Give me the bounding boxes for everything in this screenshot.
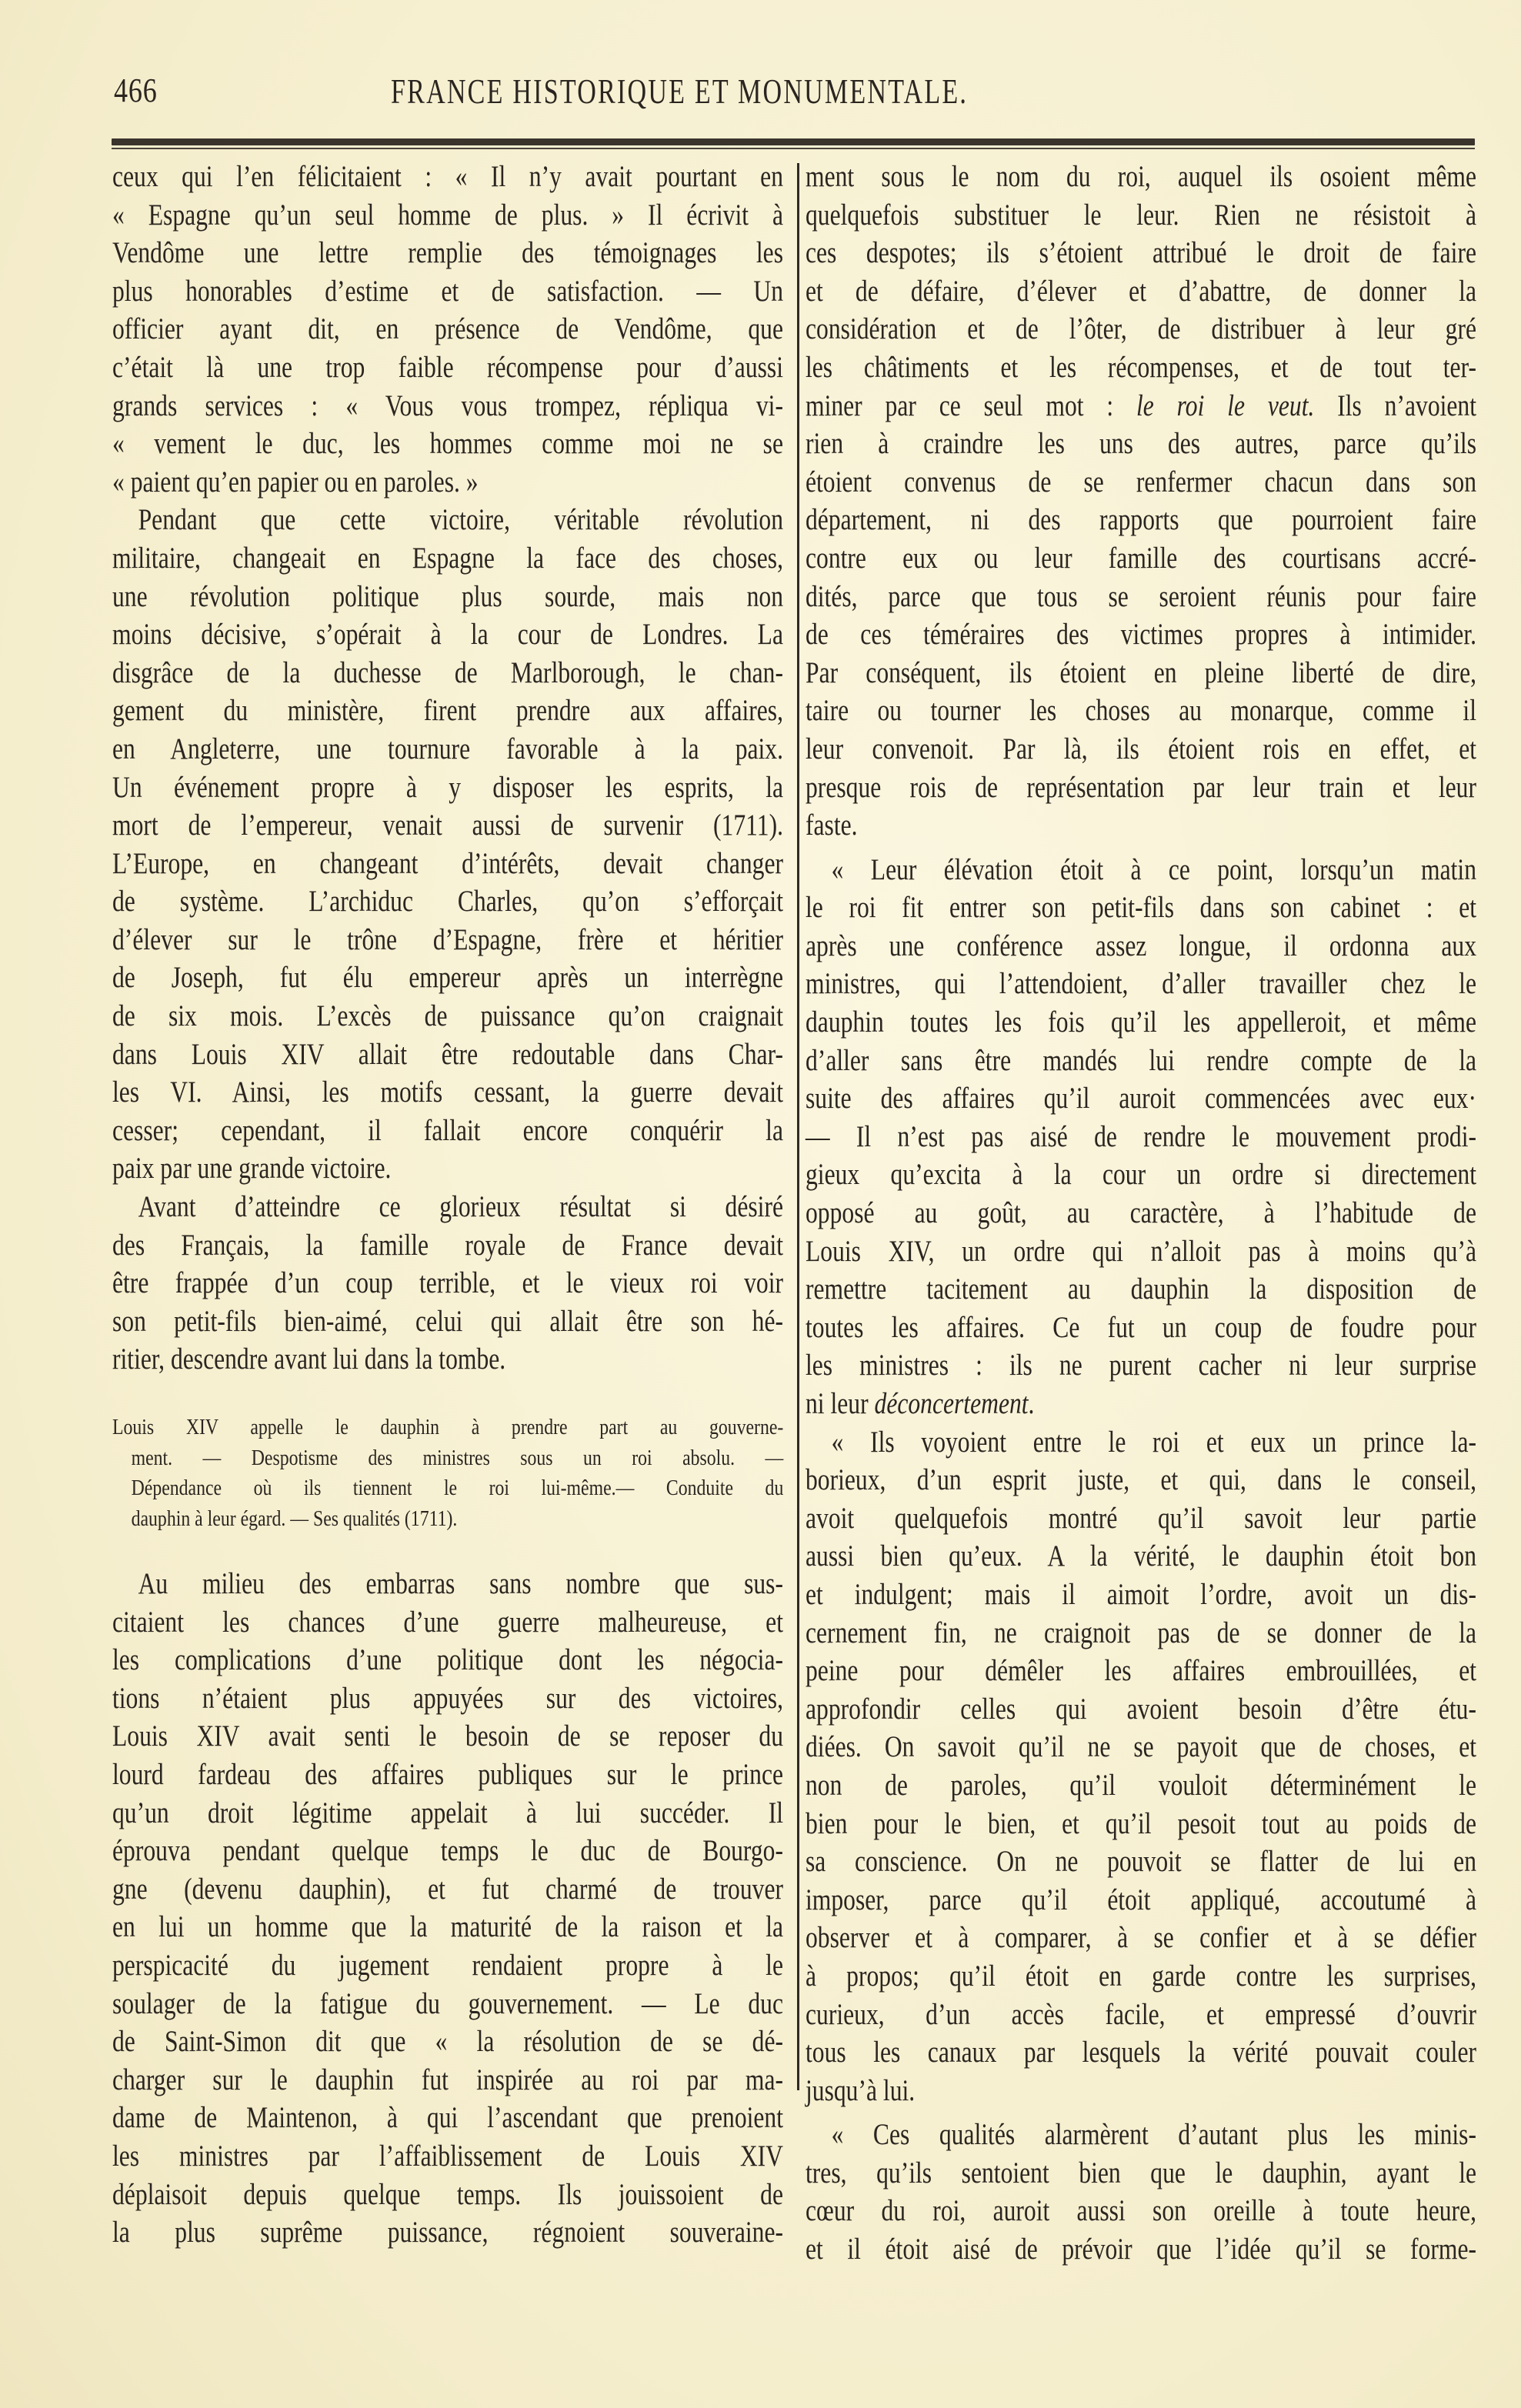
text-line: « paient qu’en papier ou en paroles. » — [112, 464, 479, 499]
text-line — [806, 387, 1476, 425]
paragraph — [112, 1565, 783, 2252]
text-line: considération et de l’ôter, de distribuer à leur gré — [806, 312, 1476, 346]
text-line: de système. L’archiduc Charles, qu’on s’efforçait — [112, 884, 783, 919]
text-line: dauphin toutes les fois qu’il les appelleroit, et même — [806, 1005, 1476, 1039]
text-line: aussi bien qu’eux. A la vérité, le dauphin étoit bon — [806, 1539, 1476, 1573]
summary-line: ment. — Despotisme des ministres sous un roi absolu. — — [131, 1445, 784, 1470]
text-line: département, ni des rapports que pourroient faire — [806, 502, 1476, 537]
text-line: paix par une grande victoire. — [112, 1151, 392, 1186]
text-line: « Leur élévation étoit à ce point, lorsqu’un matin — [831, 852, 1476, 886]
text-run: miner par ce seul mot : — [806, 388, 1137, 422]
text-line: mort de l’empereur, venait aussi de survenir (1711). — [112, 808, 783, 842]
text-line: de ces téméraires des victimes propres à intimider. — [806, 617, 1476, 652]
text-line: cernement fin, ne craignoit pas de se donner de la — [806, 1615, 1476, 1649]
text-line: la plus suprême puissance, régnoient souveraine- — [112, 2215, 783, 2250]
paragraph — [806, 851, 1476, 1423]
text-line: tous les canaux par lesquels la vérité pouvait couler — [806, 2035, 1476, 2069]
text-line: être frappée d’un coup terrible, et le vieux roi voir — [112, 1266, 783, 1300]
text-run: Ils n’avoient — [1314, 388, 1477, 422]
text-line: Pendant que cette victoire, véritable révolution — [138, 502, 784, 537]
text-line: opposé au goût, au caractère, à l’habitude de — [806, 1196, 1476, 1230]
text-line: approfondir celles qui avoient besoin d’être étu- — [806, 1691, 1476, 1726]
page-number: 466 — [114, 72, 158, 109]
text-line: officier ayant dit, en présence de Vendôme, que — [112, 312, 783, 346]
text-line: étoient convenus de se renfermer chacun dans son — [806, 464, 1476, 499]
text-line: les complications d’une politique dont les négocia- — [112, 1643, 783, 1677]
text-line: ment sous le nom du roi, auquel ils osoient même — [806, 159, 1476, 193]
text-line: à propos; qu’il étoit en garde contre les surprises, — [806, 1958, 1476, 1993]
text-line: « vement le duc, les hommes comme moi ne se — [112, 426, 783, 461]
text-line: tres, qu’ils sentoient bien que le dauphin, ayant le — [806, 2155, 1476, 2190]
text-line: observer et à comparer, à se confier et à se défier — [806, 1920, 1476, 1955]
text-line: Vendôme une lettre remplie des témoignages les — [112, 235, 783, 270]
text-line: Avant d’atteindre ce glorieux résultat si désiré — [138, 1189, 784, 1224]
column-divider — [797, 163, 799, 2090]
running-head — [114, 71, 1477, 125]
text-line: et de défaire, d’élever et d’abattre, de donner la — [806, 273, 1476, 308]
text-line: cesser; cependant, il fallait encore conquérir la — [112, 1112, 783, 1147]
text-run: ni leur — [806, 1386, 875, 1420]
text-line: « Espagne qu’un seul homme de plus. » Il écrivit à — [112, 197, 783, 232]
text-line: d’aller sans être mandés lui rendre compte de la — [806, 1042, 1476, 1077]
text-line: soulager de la fatigue du gouvernement. — Le duc — [112, 1986, 783, 2020]
text-line: Par conséquent, ils étoient en pleine liberté de dire, — [806, 655, 1476, 689]
text-line: plus honorables d’estime et de satisfaction. — Un — [112, 273, 783, 308]
text-line: peine pour démêler les affaires embrouillées, et — [806, 1653, 1476, 1688]
text-line: ministres, qui l’attendoient, d’aller travailler chez le — [806, 966, 1476, 1001]
text-line: son petit-fils bien-aimé, celui qui allait être son hé- — [112, 1303, 783, 1338]
italic-phrase: déconcertement — [874, 1386, 1029, 1420]
text-line: ces despotes; ils s’étoient attribué le droit de faire — [806, 235, 1476, 270]
text-line: gieux qu’excita à la cour un ordre si directement — [806, 1157, 1476, 1192]
text-line: quelquefois substituer le leur. Rien ne résistoit à — [806, 197, 1476, 232]
text-line: en lui un homme que la maturité de la raison et la — [112, 1909, 783, 1944]
text-line: curieux, d’un accès facile, et empressé d’ouvrir — [806, 1996, 1476, 2031]
text-line: de six mois. L’excès de puissance qu’on craignait — [112, 999, 783, 1033]
summary-line: Dépendance où ils tiennent le roi lui-même.— Conduite du — [131, 1476, 784, 1500]
text-line: gne (devenu dauphin), et fut charmé de trouver — [112, 1871, 783, 1906]
text-line: charger sur le dauphin fut inspirée au roi par ma- — [112, 2062, 783, 2096]
summary-line: dauphin à leur égard. — Ses qualités (1711). — [131, 1506, 458, 1531]
text-line: lourd fardeau des affaires publiques sur le prince — [112, 1756, 783, 1791]
text-line: des Français, la famille royale de France devait — [112, 1227, 783, 1262]
paragraph — [112, 501, 783, 1188]
chapter-summary — [112, 1412, 783, 1534]
text-line: sa conscience. On ne pouvoit se flatter de lui en — [806, 1844, 1476, 1879]
text-line: une révolution politique plus sourde, mais non — [112, 579, 783, 613]
text-line: imposer, parce qu’il étoit appliqué, accoutumé à — [806, 1882, 1476, 1916]
text-line: Louis XIV avait senti le besoin de se reposer du — [112, 1719, 783, 1753]
paragraph — [806, 1423, 1476, 2110]
text-line: gement du ministère, firent prendre aux affaires, — [112, 693, 783, 728]
journal-title: FRANCE HISTORIQUE ET MONUMENTALE. — [391, 72, 969, 111]
text-line: le roi fit entrer son petit-fils dans son cabinet : et — [806, 890, 1476, 925]
text-line: borieux, d’un esprit juste, et qui, dans le conseil, — [806, 1462, 1476, 1497]
text-line: taire ou tourner les choses au monarque, comme il — [806, 693, 1476, 728]
paragraph-gap — [806, 2110, 1476, 2116]
text-line: Louis XIV, un ordre qui n’alloit pas à moins qu’à — [806, 1233, 1476, 1268]
text-line: diées. On savoit qu’il ne se payoit que de choses, et — [806, 1729, 1476, 1764]
text-line: en Angleterre, une tournure favorable à la paix. — [112, 731, 783, 765]
text-line: leur convenoit. Par là, ils étoient rois en effet, et — [806, 731, 1476, 765]
text-line: disgrâce de la duchesse de Marlborough, le chan- — [112, 655, 783, 689]
text-line: et indulgent; mais il aimoit l’ordre, avoit un dis- — [806, 1576, 1476, 1611]
text-line: tions n’étaient plus appuyées sur des victoires, — [112, 1680, 783, 1715]
text-line: dans Louis XIV allait être redoutable dans Char- — [112, 1036, 783, 1071]
text-line: dame de Maintenon, à qui l’ascendant que prenoient — [112, 2100, 783, 2135]
text-line: remettre tacitement au dauphin la disposition de — [806, 1272, 1476, 1306]
text-line: Un événement propre à y disposer les esprits, la — [112, 769, 783, 804]
left-column — [112, 158, 783, 2252]
text-line: ritier, descendre avant lui dans la tombe. — [112, 1342, 506, 1376]
text-line: de Saint-Simon dit que « la résolution de se dé- — [112, 2024, 783, 2059]
text-line: contre eux ou leur famille des courtisans accré- — [806, 540, 1476, 575]
text-line: après une conférence assez longue, il ordonna aux — [806, 928, 1476, 962]
text-line: militaire, changeait en Espagne la face des choses, — [112, 540, 783, 575]
italic-phrase: le roi le veut. — [1136, 388, 1315, 422]
text-line: suite des affaires qu’il auroit commencées avec eux· — [806, 1081, 1476, 1116]
text-line: grands services : « Vous vous trompez, répliqua vi- — [112, 388, 783, 422]
text-line: éprouva pendant quelque temps le duc de Bourgo- — [112, 1833, 783, 1868]
text-line: bien pour le bien, et qu’il pesoit tout au poids de — [806, 1806, 1476, 1840]
text-run: . — [1028, 1386, 1035, 1420]
right-column — [806, 158, 1476, 2269]
text-line: L’Europe, en changeant d’intérêts, devait changer — [112, 845, 783, 880]
paragraph — [806, 158, 1476, 845]
text-line: déplaisoit depuis quelque temps. Ils jouissoient de — [112, 2176, 783, 2211]
text-line: d’élever sur le trône d’Espagne, frère et héritier — [112, 922, 783, 956]
text-line: faste. — [806, 808, 858, 842]
text-line: qu’un droit légitime appelait à lui succéder. Il — [112, 1795, 783, 1829]
text-line: dités, parce que tous se seroient réunis pour faire — [806, 579, 1476, 613]
text-line: de Joseph, fut élu empereur après un interrègne — [112, 960, 783, 995]
text-line: citaient les chances d’une guerre malheureuse, et — [112, 1604, 783, 1639]
text-line: et il étoit aisé de prévoir que l’idée qu’il se forme- — [806, 2232, 1476, 2266]
paragraph — [806, 2116, 1476, 2268]
text-line: « Ces qualités alarmèrent d’autant plus les minis- — [831, 2117, 1476, 2152]
header-rule-thick — [112, 138, 1475, 145]
text-line: Au milieu des embarras sans nombre que sus- — [138, 1566, 784, 1600]
text-line: — Il n’est pas aisé de rendre le mouvement prodi- — [806, 1119, 1476, 1153]
text-line: les ministres : ils ne purent cacher ni leur surprise — [806, 1348, 1476, 1382]
text-line: non de paroles, qu’il vouloit déterminément le — [806, 1767, 1476, 1802]
paragraph — [112, 1188, 783, 1379]
text-line: les châtiments et les récompenses, et de tout ter- — [806, 349, 1476, 384]
paragraph — [112, 158, 783, 501]
text-line: « Ils voyoient entre le roi et eux un prince la- — [831, 1424, 1476, 1459]
text-line: cœur du roi, auroit aussi son oreille à toute heure, — [806, 2193, 1476, 2228]
text-line: perspicacité du jugement rendaient propre à le — [112, 1947, 783, 1982]
text-line: ceux qui l’en félicitaient : « Il n’y avait pourtant en — [112, 159, 783, 193]
text-line: jusqu’à lui. — [806, 2073, 916, 2107]
text-line: avoit quelquefois montré qu’il savoit leur partie — [806, 1500, 1476, 1535]
text-line: les VI. Ainsi, les motifs cessant, la guerre devait — [112, 1075, 783, 1109]
text-line: moins décisive, s’opérait à la cour de Londres. La — [112, 617, 783, 652]
text-line: c’était là une trop faible récompense pour d’aussi — [112, 349, 783, 384]
paragraph-gap — [806, 845, 1476, 851]
summary-line: Louis XIV appelle le dauphin à prendre part au gouverne- — [112, 1415, 784, 1439]
header-rule-thin — [112, 148, 1475, 149]
text-line — [806, 1385, 1476, 1423]
text-line: presque rois de représentation par leur train et leur — [806, 769, 1476, 804]
text-line: les ministres par l’affaiblissement de Louis XIV — [112, 2138, 783, 2173]
text-line: toutes les affaires. Ce fut un coup de foudre pour — [806, 1309, 1476, 1344]
text-line: rien à craindre les uns des autres, parce qu’ils — [806, 426, 1476, 461]
